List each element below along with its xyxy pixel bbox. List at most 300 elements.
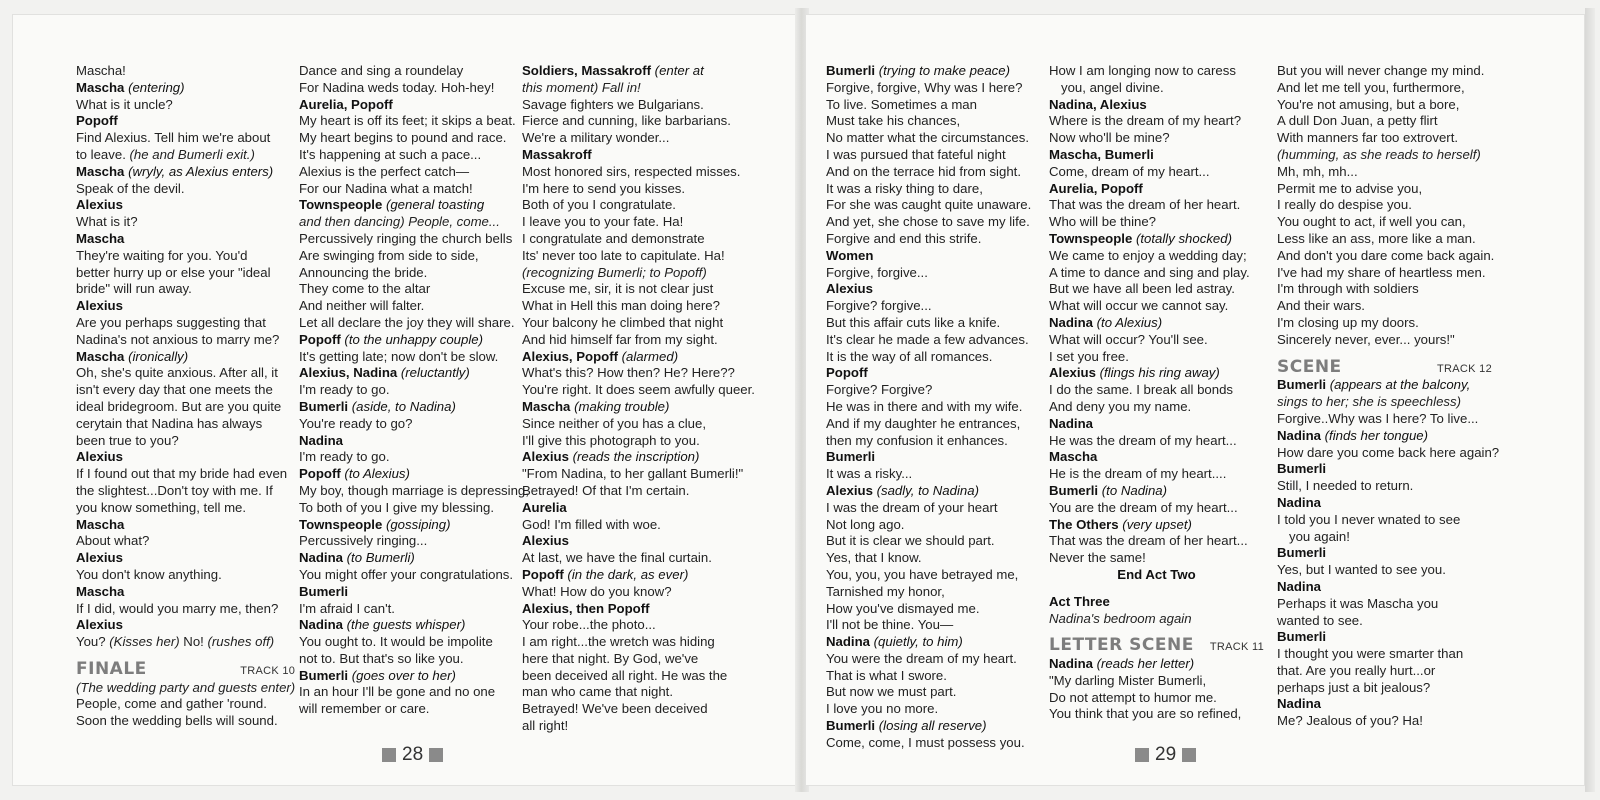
speaker-name: Bumerli — [1277, 377, 1327, 393]
lyric-line — [299, 281, 521, 298]
lyric-line — [826, 617, 1031, 634]
line-text: Are swinging from side to side, — [299, 247, 479, 263]
stage-direction-line — [522, 80, 744, 97]
line-text: not to. But that's so like you. — [299, 650, 464, 666]
line-text: I congratulate and demonstrate — [522, 230, 705, 246]
lyric-line — [1277, 265, 1492, 282]
line-text: Sincerely never, ever... yours!" — [1277, 331, 1455, 347]
stage-direction: (to Alexius) — [1096, 314, 1163, 330]
speaker-line — [299, 197, 521, 214]
line-text: It was a risky... — [826, 466, 913, 482]
line-text: It's happening at such a pace... — [299, 146, 482, 162]
speaker-line — [1049, 517, 1264, 534]
lyric-line — [299, 684, 521, 701]
line-text: What is it? — [76, 214, 138, 230]
speaker-name: Alexius — [76, 617, 123, 633]
stage-direction: (reluctantly) — [400, 365, 470, 381]
speaker-name: Nadina — [1277, 427, 1321, 443]
stage-direction: (quietly, to him) — [873, 634, 963, 650]
lyric-line — [1277, 164, 1492, 181]
stage-direction: (enter at — [654, 63, 704, 78]
stage-direction-line — [1049, 611, 1264, 628]
line-text: I am right...the wretch was hiding — [522, 634, 715, 650]
line-text: And let me tell you, furthermore, — [1277, 79, 1465, 95]
line-text: I love you no more. — [826, 701, 939, 717]
lyric-line — [1049, 265, 1264, 282]
line-text: Alexius is the perfect catch— — [299, 163, 470, 179]
line-text: I'm afraid I can't. — [299, 600, 395, 616]
speaker-name: Popoff — [826, 365, 868, 381]
speaker-line — [299, 97, 521, 114]
page-number-marker-left — [1135, 748, 1149, 762]
stage-direction: (flings his ring away) — [1099, 365, 1220, 381]
line-text: Your balcony he climbed that night — [522, 314, 724, 330]
lyric-line — [826, 684, 1031, 701]
lyric-line — [1277, 214, 1492, 231]
line-text: I set you free. — [1049, 348, 1129, 364]
lyric-line — [522, 701, 744, 718]
lyric-line — [76, 63, 295, 80]
speaker-line — [826, 248, 1031, 265]
speaker-name: Alexius — [76, 197, 123, 213]
speaker-line — [299, 617, 521, 634]
speaker-line — [1049, 147, 1264, 164]
speaker-name: Nadina — [1277, 696, 1321, 712]
lyric-line — [522, 634, 744, 651]
lyric-line — [522, 181, 744, 198]
lyric-line — [299, 80, 521, 97]
speaker-name: Townspeople — [299, 197, 383, 213]
line-text: Find Alexius. Tell him we're about — [76, 130, 271, 146]
lyric-line — [522, 315, 744, 332]
speaker-line — [1277, 377, 1492, 394]
speaker-line — [1049, 449, 1264, 466]
line-text: Forgive..Why was I here? To live... — [1277, 410, 1479, 426]
line-text: Forgive, forgive... — [826, 264, 928, 280]
speaker-name: Mascha — [522, 398, 571, 414]
line-text: you know something, tell me. — [76, 499, 247, 515]
lyric-line — [1277, 80, 1492, 97]
lyric-line — [76, 416, 295, 433]
speaker-name: Bumerli — [299, 667, 349, 683]
lyric-line — [76, 601, 295, 618]
line-text: You think that you are so refined, — [1049, 706, 1242, 722]
speaker-line — [826, 483, 1031, 500]
line-text: Do not attempt to humor me. — [1049, 689, 1217, 705]
act-end-label: End Act Two — [1117, 566, 1196, 582]
track-number: TRACK 10 — [240, 664, 296, 677]
speaker-name: Alexius, then Popoff — [522, 600, 650, 616]
lyric-line — [522, 332, 744, 349]
lyric-line — [826, 197, 1031, 214]
stage-direction: (entering) — [128, 79, 185, 95]
line-text: I'll not be thine. You— — [826, 617, 954, 633]
line-text: For Nadina weds today. Hoh-hey! — [299, 79, 495, 95]
stage-direction: (aside, to Nadina) — [351, 398, 456, 414]
lyric-line — [522, 684, 744, 701]
line-text: Yes, that I know. — [826, 550, 922, 566]
line-text: I'm ready to go. — [299, 382, 390, 398]
stage-direction: this moment) — [522, 79, 599, 95]
line-text: Permit me to advise you, — [1277, 180, 1423, 196]
line-text: ideal bridegroom. But are you quite — [76, 398, 282, 414]
line-text: I told you I never wnated to see — [1277, 511, 1461, 527]
line-text: If I did, would you marry me, then? — [76, 600, 279, 616]
line-text: I'm here to send you kisses. — [522, 180, 686, 196]
speaker-line — [826, 63, 1031, 80]
lyric-line — [1277, 247, 1495, 265]
speaker-name: Alexius — [522, 533, 569, 549]
line-text: you, angel divine. — [1061, 79, 1164, 95]
lyric-line — [826, 298, 1031, 315]
line-text: It was a risky thing to dare, — [826, 180, 983, 196]
lyric-line — [826, 433, 1031, 450]
speaker-name: Massakroff — [522, 146, 592, 162]
lyric-line — [1277, 663, 1492, 680]
lyric-line — [299, 500, 521, 517]
speaker-line — [1049, 483, 1264, 500]
page-number-text: 29 — [1155, 744, 1177, 765]
line-text: You? — [76, 634, 106, 650]
line-text: And if my daughter he entrances, — [826, 415, 1021, 431]
speaker-name: Bumerli — [1277, 461, 1327, 477]
stage-direction: (reads the inscription) — [572, 449, 700, 465]
line-text: I leave you to your fate. Ha! — [522, 214, 684, 230]
page-number-text: 28 — [402, 744, 424, 765]
lyric-line — [522, 433, 744, 450]
stage-direction: (reads her letter) — [1096, 656, 1195, 672]
section-heading — [76, 658, 296, 680]
speaker-line — [1277, 428, 1492, 445]
line-text: cerytain that Nadina has always — [76, 415, 263, 431]
lyric-line — [522, 416, 744, 433]
lyric-line — [1277, 529, 1492, 546]
line-text: You were the dream of my heart. — [826, 650, 1017, 666]
lyric-line — [299, 482, 529, 500]
lyric-line — [299, 449, 521, 466]
lyric-line — [826, 601, 1031, 618]
lyric-line — [76, 147, 295, 164]
line-text: Fierce and cunning, like barbarians. — [522, 113, 731, 129]
lyric-line — [299, 147, 521, 164]
lyric-line — [1277, 444, 1500, 462]
line-text: To both of you I give my blessing. — [299, 499, 494, 515]
speaker-name: Nadina — [1277, 578, 1321, 594]
stage-direction-line — [1277, 394, 1492, 411]
lyric-line — [1277, 197, 1492, 214]
stage-direction: (rushes off) — [207, 634, 275, 650]
speaker-name: Bumerli — [826, 718, 876, 734]
line-text: What is it uncle? — [76, 96, 173, 112]
speaker-line — [299, 668, 521, 685]
speaker-name: Alexius — [76, 298, 123, 314]
lyric-line — [826, 668, 1031, 685]
speaker-line — [522, 567, 744, 584]
line-text: Still, I needed to return. — [1277, 478, 1414, 494]
speaker-line — [299, 365, 521, 382]
lyric-line — [299, 113, 521, 130]
line-text: What will occur we cannot say. — [1049, 298, 1229, 314]
line-text: Forgive? forgive... — [826, 298, 932, 314]
lyric-line — [76, 248, 295, 265]
line-text: Not long ago. — [826, 516, 905, 532]
page-number-29 — [1135, 744, 1196, 766]
line-text: I'm through with soldiers — [1277, 281, 1419, 297]
lyric-line — [1049, 500, 1264, 517]
speaker-line — [1277, 579, 1492, 596]
speaker-line — [299, 433, 521, 450]
lyric-line — [1049, 130, 1264, 147]
speaker-name: Townspeople — [299, 516, 383, 532]
lyric-line — [826, 701, 1031, 718]
lyric-line — [826, 349, 1031, 366]
speaker-line — [76, 113, 295, 130]
lyric-line — [299, 248, 521, 265]
lyric-line — [522, 113, 744, 130]
lyric-line — [1049, 80, 1264, 97]
line-text: You are the dream of my heart... — [1049, 499, 1238, 515]
lyric-line — [522, 617, 744, 634]
lyric-line — [1277, 680, 1492, 697]
lyric-line — [76, 214, 295, 231]
speaker-line — [1277, 629, 1492, 646]
lyric-line — [299, 382, 521, 399]
speaker-name: Mascha — [1049, 449, 1098, 465]
speaker-line — [1049, 231, 1264, 248]
lyric-line — [1049, 349, 1264, 366]
lyric-line — [299, 63, 521, 80]
lyric-line — [76, 130, 295, 147]
line-text: "My darling Mister Bumerli, — [1049, 672, 1207, 688]
line-text: You might offer your congratulations. — [299, 566, 514, 582]
lyric-line — [299, 567, 521, 584]
line-text: I'll give this photograph to you. — [522, 432, 700, 448]
stage-direction: (general toasting — [385, 197, 485, 213]
speaker-name: Mascha — [76, 79, 125, 95]
lyric-line — [522, 517, 744, 534]
lyric-line — [1049, 673, 1264, 690]
line-text: I do the same. I break all bonds — [1049, 382, 1234, 398]
lyric-line — [826, 164, 1031, 181]
lyric-line — [1277, 478, 1492, 495]
lyric-line — [1049, 382, 1264, 399]
lyric-line — [826, 500, 1031, 517]
page-number-28 — [382, 744, 443, 766]
stage-direction: (to Nadina) — [1101, 482, 1168, 498]
speaker-name: Nadina — [299, 617, 343, 633]
lyric-line — [76, 696, 295, 713]
speaker-name: Alexius — [826, 482, 873, 498]
speaker-name: Soldiers, Massakroff — [522, 63, 651, 78]
line-text: Your robe...the photo... — [522, 617, 656, 633]
line-text: Are you perhaps suggesting that — [76, 314, 266, 330]
lyric-line — [299, 651, 521, 668]
speaker-line — [299, 332, 521, 349]
speaker-line — [1277, 495, 1492, 512]
speaker-line — [1049, 97, 1264, 114]
line-text: Percussively ringing the church bells — [299, 230, 513, 246]
stage-direction: (sadly, to Nadina) — [876, 482, 979, 498]
lyric-line — [1277, 332, 1492, 349]
lyric-line — [76, 181, 295, 198]
lyric-line — [299, 298, 521, 315]
speaker-line — [76, 298, 295, 315]
lyric-line — [76, 281, 295, 298]
line-text: But you will never change my mind. — [1277, 63, 1485, 78]
right-page — [805, 14, 1585, 786]
lyric-line — [1277, 231, 1492, 248]
line-text: You don't know anything. — [76, 566, 222, 582]
speaker-name: Bumerli — [826, 449, 876, 465]
line-text: No! — [179, 634, 204, 650]
lyric-line — [522, 248, 744, 265]
line-text: man who came that night. — [522, 684, 674, 700]
speaker-name: Bumerli — [1277, 629, 1327, 645]
line-text: Never the same! — [1049, 550, 1146, 566]
lyric-line — [522, 214, 744, 231]
speaker-line — [1049, 365, 1264, 382]
lyric-line — [522, 584, 744, 601]
lyric-line — [299, 315, 521, 332]
speaker-line — [522, 601, 744, 618]
lyric-line — [1277, 613, 1492, 630]
line-text: Me? Jealous of you? Ha! — [1277, 713, 1423, 729]
left-page-column-3 — [522, 63, 755, 735]
line-text: They come to the altar — [299, 281, 431, 297]
line-text: I was pursued that fateful night — [826, 146, 1006, 162]
speaker-name: The Others — [1049, 516, 1119, 532]
line-text: And neither will falter. — [299, 298, 425, 314]
stage-direction: and then dancing) — [299, 214, 405, 230]
stage-direction: (alarmed) — [621, 348, 679, 364]
stage-direction: (to Alexius) — [344, 466, 410, 482]
lyric-line — [299, 701, 521, 718]
speaker-line — [76, 164, 295, 181]
speaker-name: Bumerli — [299, 583, 349, 599]
speaker-line — [1049, 416, 1264, 433]
speaker-name: Popoff — [299, 466, 341, 482]
lyric-line — [76, 466, 295, 483]
section-heading — [1049, 637, 1264, 656]
line-text: We're a military wonder... — [522, 130, 670, 146]
page-number-marker-right — [429, 748, 443, 762]
line-text: I'm closing up my doors. — [1277, 314, 1419, 330]
lyric-line — [522, 164, 744, 181]
lyric-line — [1277, 181, 1492, 198]
speaker-line — [299, 399, 521, 416]
lyric-line — [76, 567, 295, 584]
line-text: bride" will run away. — [76, 281, 192, 297]
line-text: I've had my share of heartless men. — [1277, 264, 1486, 280]
lyric-line — [1049, 164, 1264, 181]
line-text: better hurry up or else your "ideal — [76, 264, 271, 280]
lyric-line — [522, 651, 744, 668]
track-number: TRACK 12 — [1437, 362, 1492, 375]
speaker-line — [522, 147, 744, 164]
speaker-name: Nadina — [1049, 314, 1093, 330]
line-text: I was the dream of your heart — [826, 499, 998, 515]
speaker-name: Bumerli — [299, 398, 349, 414]
stage-direction: (losing all reserve) — [878, 718, 987, 734]
line-text: all right! — [522, 718, 569, 734]
lyric-line — [522, 550, 744, 567]
lyric-line — [826, 399, 1031, 416]
speaker-name: Popoff — [522, 566, 564, 582]
speaker-line — [76, 617, 295, 634]
line-text: Forgive, forgive, Why was I here? — [826, 79, 1023, 95]
line-text: You ought to. It would be impolite — [299, 634, 493, 650]
speaker-name: Alexius — [522, 449, 569, 465]
line-text: "From Nadina, to her gallant Bumerli!" — [522, 466, 744, 482]
line-text: been deceived all right. He was the — [522, 667, 728, 683]
line-text: Percussively ringing... — [299, 533, 428, 549]
line-text: Mh, mh, mh... — [1277, 163, 1358, 179]
line-text: Betrayed! We've been deceived — [522, 701, 708, 717]
stage-direction: (The wedding party and guests enter) — [76, 679, 296, 695]
lyric-line — [1277, 562, 1492, 579]
page-edge — [1585, 8, 1595, 792]
speaker-name: Aurelia, Popoff — [299, 96, 393, 112]
speaker-name: Mascha — [76, 583, 125, 599]
speaker-name: Mascha — [76, 230, 125, 246]
line-text: Fall in! — [598, 79, 641, 95]
line-text: What in Hell this man doing here? — [522, 298, 720, 314]
right-page-column-2 — [1049, 63, 1264, 723]
right-page-column-1 — [826, 63, 1031, 752]
line-text: We came to enjoy a wedding day; — [1049, 247, 1247, 263]
lyric-line — [826, 315, 1031, 332]
speaker-name: Alexius — [1049, 365, 1096, 381]
lyric-line — [76, 382, 295, 399]
line-text: I really do despise you. — [1277, 197, 1412, 213]
lyric-line — [522, 298, 744, 315]
line-text: been true to you? — [76, 432, 179, 448]
speaker-line — [522, 500, 744, 517]
lyric-line — [299, 164, 521, 181]
lyric-line — [826, 533, 1031, 550]
lyric-line — [1049, 281, 1264, 298]
track-number: TRACK 11 — [1209, 641, 1264, 654]
line-text: Nadina's not anxious to marry me? — [76, 331, 280, 347]
line-text: But it is clear we should part. — [826, 533, 995, 549]
stage-direction: (wryly, as Alexius enters) — [128, 163, 274, 179]
lyric-line — [522, 130, 744, 147]
line-text: Must take his chances, — [826, 113, 961, 129]
line-text: that. Are you really hurt...or — [1277, 662, 1436, 678]
speaker-line — [1049, 181, 1264, 198]
speaker-line — [299, 466, 521, 483]
lyric-line — [1277, 315, 1492, 332]
lyric-line — [1049, 399, 1264, 416]
lyric-line — [522, 466, 744, 483]
lyric-line — [522, 718, 744, 735]
speaker-name: Popoff — [299, 331, 341, 347]
lyric-line — [522, 365, 744, 382]
lyric-line — [1049, 197, 1264, 214]
lyric-line — [1049, 248, 1264, 265]
section-title: FINALE — [76, 658, 147, 679]
speaker-line — [299, 584, 521, 601]
stage-direction: (to the unhappy couple) — [344, 331, 483, 347]
line-text: But we have all been led astray. — [1049, 281, 1235, 297]
line-text: Come, dream of my heart... — [1049, 163, 1210, 179]
lyric-line — [826, 97, 1031, 114]
line-text: You're not amusing, but a bore, — [1277, 96, 1460, 112]
lyric-line — [76, 315, 295, 332]
line-text: And yet, she chose to save my life. — [826, 214, 1030, 230]
speaker-name: Townspeople — [1049, 230, 1133, 246]
lyric-line — [826, 550, 1031, 567]
